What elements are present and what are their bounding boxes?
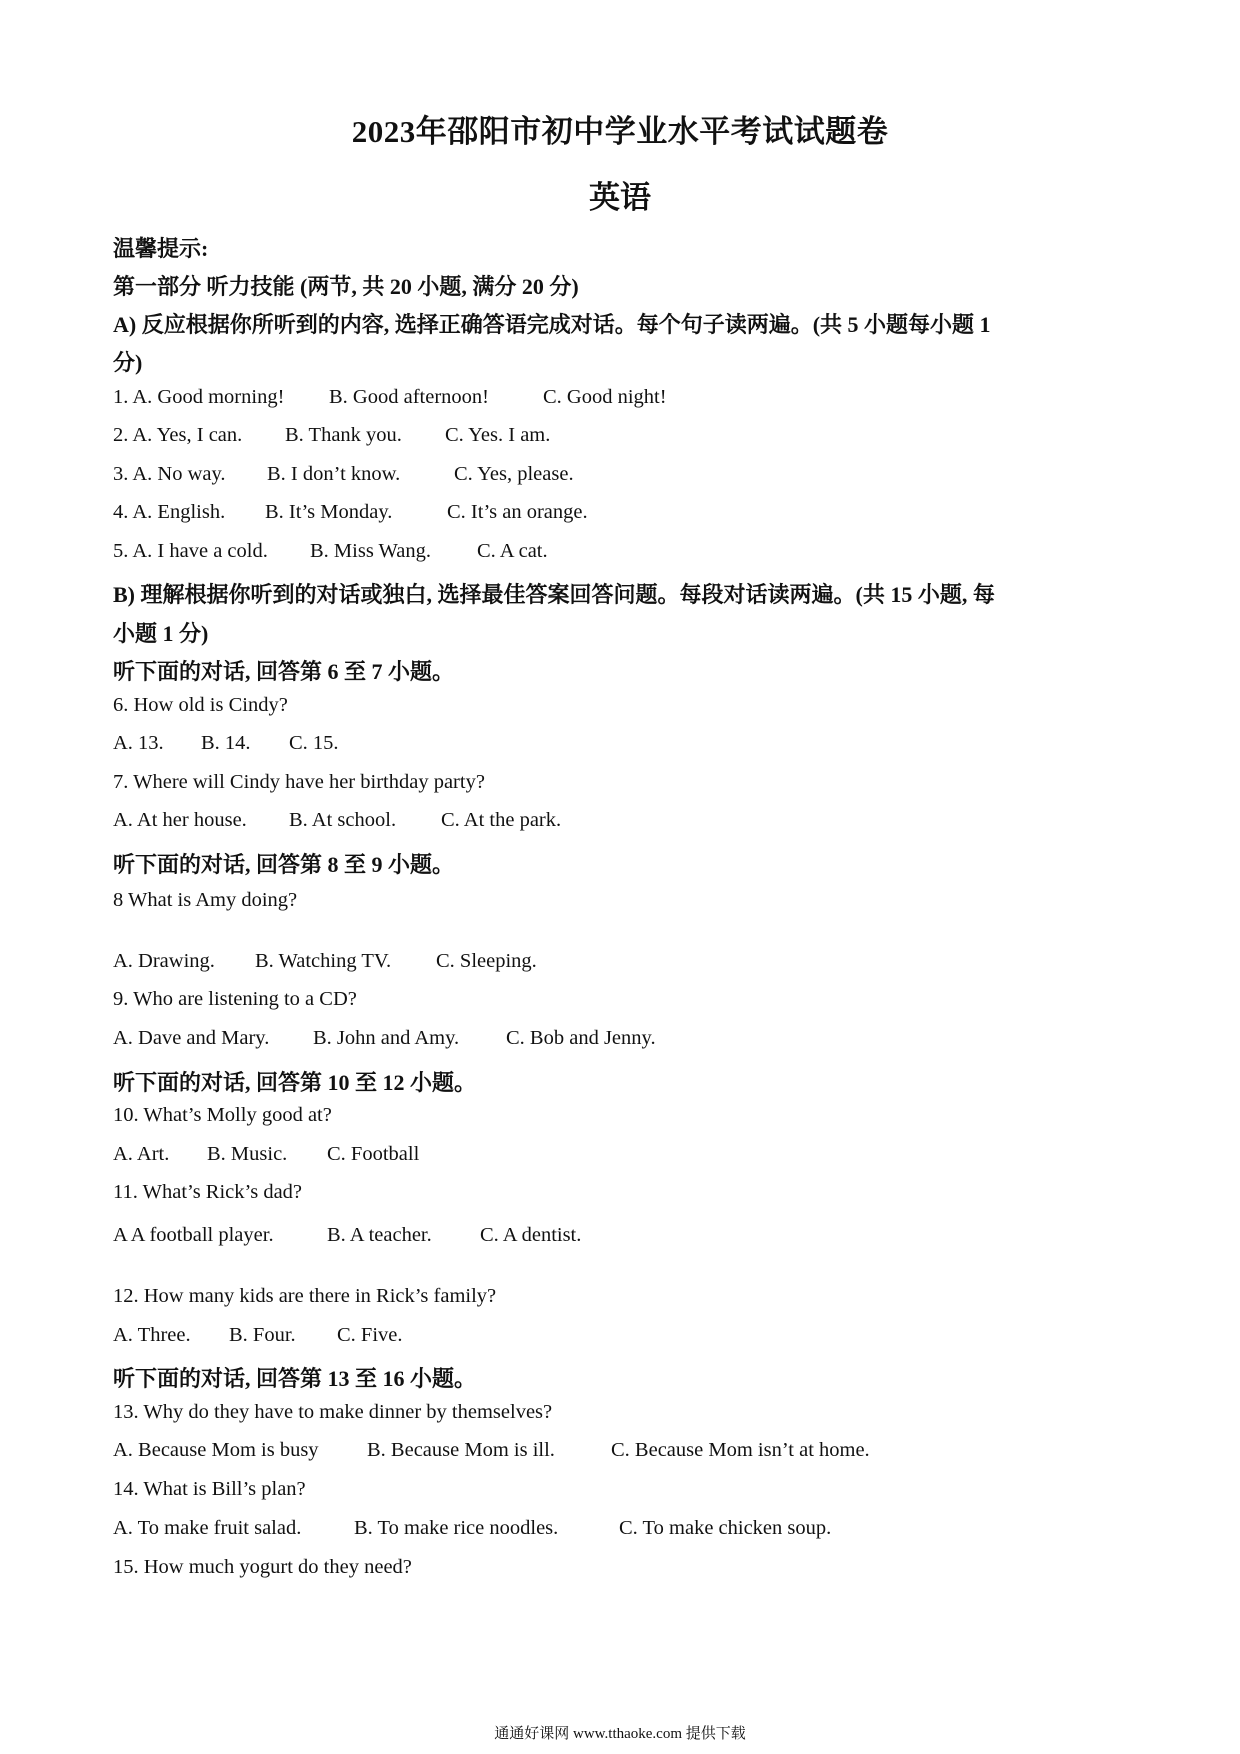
option-a: A. To make fruit salad. xyxy=(113,1517,302,1539)
option-b: B. Miss Wang. xyxy=(310,540,431,562)
option-a: 1. A. Good morning! xyxy=(113,386,285,408)
option-b: B. 14. xyxy=(201,732,251,754)
option-c: C. Yes, please. xyxy=(454,463,574,485)
option-b: B. I don’t know. xyxy=(267,463,401,485)
question-5 xyxy=(113,540,548,563)
option-a: A. 13. xyxy=(113,732,164,754)
option-b: B. Because Mom is ill. xyxy=(367,1439,555,1461)
exam-title: 2023年邵阳市初中学业水平考试试题卷 xyxy=(351,114,889,149)
option-c: C. Bob and Jenny. xyxy=(506,1027,656,1049)
question-8: 8 What is Amy doing? xyxy=(113,889,298,911)
part1-heading: 第一部分 听力技能 (两节, 共 20 小题, 满分 20 分) xyxy=(113,274,579,299)
question-13: 13. Why do they have to make dinner by themselves? xyxy=(113,1401,553,1423)
question-9: 9. Who are listening to a CD? xyxy=(113,988,357,1010)
option-c: C. To make chicken soup. xyxy=(619,1517,832,1539)
question-1 xyxy=(113,386,667,409)
question-4 xyxy=(113,501,588,524)
question-7-options xyxy=(113,809,562,832)
question-6: 6. How old is Cindy? xyxy=(113,694,288,716)
option-c: C. Because Mom isn’t at home. xyxy=(611,1439,870,1461)
option-a: A. Drawing. xyxy=(113,950,215,972)
dialog-1-heading: 听下面的对话, 回答第 6 至 7 小题。 xyxy=(113,659,455,684)
footer-source: 通通好课网 www.tthaoke.com 提供下载 xyxy=(494,1726,746,1742)
option-a: A. Dave and Mary. xyxy=(113,1027,270,1049)
dialog-2-heading: 听下面的对话, 回答第 8 至 9 小题。 xyxy=(113,852,455,877)
question-2 xyxy=(113,424,551,447)
tip-heading: 温馨提示: xyxy=(113,236,209,261)
option-a: A. At her house. xyxy=(113,809,247,831)
option-b: B. Good afternoon! xyxy=(329,386,489,408)
question-10: 10. What’s Molly good at? xyxy=(113,1104,332,1126)
question-9-options xyxy=(113,1027,656,1050)
question-3 xyxy=(113,463,574,486)
question-7: 7. Where will Cindy have her birthday party? xyxy=(113,771,485,793)
question-13-options xyxy=(113,1439,870,1462)
question-6-options xyxy=(113,732,339,755)
section-a-heading-cont: 分) xyxy=(113,350,143,375)
question-11: 11. What’s Rick’s dad? xyxy=(113,1181,303,1203)
subject-title: 英语 xyxy=(589,180,651,215)
option-b: B. Thank you. xyxy=(285,424,402,446)
option-c: C. It’s an orange. xyxy=(447,501,588,523)
option-b: B. Music. xyxy=(207,1143,288,1165)
section-a-heading: A) 反应根据你所听到的内容, 选择正确答语完成对话。每个句子读两遍。(共 5 小题每小题 1 xyxy=(113,312,991,337)
question-10-options xyxy=(113,1143,420,1166)
question-12: 12. How many kids are there in Rick’s family? xyxy=(113,1285,497,1307)
option-a: 5. A. I have a cold. xyxy=(113,540,268,562)
option-a: A. Three. xyxy=(113,1324,191,1346)
option-b: B. John and Amy. xyxy=(313,1027,460,1049)
option-c: C. A dentist. xyxy=(480,1224,582,1246)
option-b: B. It’s Monday. xyxy=(265,501,393,523)
dialog-3-heading: 听下面的对话, 回答第 10 至 12 小题。 xyxy=(113,1070,477,1095)
option-c: C. Yes. I am. xyxy=(445,424,551,446)
option-b: B. To make rice noodles. xyxy=(354,1517,559,1539)
option-b: B. A teacher. xyxy=(327,1224,432,1246)
option-a: 4. A. English. xyxy=(113,501,226,523)
option-c: C. At the park. xyxy=(441,809,562,831)
option-c: C. Football xyxy=(327,1143,420,1165)
option-b: B. At school. xyxy=(289,809,397,831)
option-c: C. 15. xyxy=(289,732,339,754)
section-b-heading-cont: 小题 1 分) xyxy=(113,621,209,646)
option-b: B. Four. xyxy=(229,1324,296,1346)
question-15: 15. How much yogurt do they need? xyxy=(113,1556,412,1578)
option-a: A. Art. xyxy=(113,1143,170,1165)
option-a: A A football player. xyxy=(113,1224,274,1246)
option-c: C. Five. xyxy=(337,1324,403,1346)
dialog-4-heading: 听下面的对话, 回答第 13 至 16 小题。 xyxy=(113,1366,477,1391)
question-11-options xyxy=(113,1224,582,1247)
question-14-options xyxy=(113,1517,832,1540)
option-a: 2. A. Yes, I can. xyxy=(113,424,243,446)
option-a: A. Because Mom is busy xyxy=(113,1439,319,1461)
option-a: 3. A. No way. xyxy=(113,463,226,485)
section-b-heading: B) 理解根据你听到的对话或独白, 选择最佳答案回答问题。每段对话读两遍。(共 15 小题, 每 xyxy=(113,582,995,607)
option-c: C. Sleeping. xyxy=(436,950,537,972)
option-b: B. Watching TV. xyxy=(255,950,392,972)
question-8-options xyxy=(113,950,537,973)
option-c: C. A cat. xyxy=(477,540,548,562)
option-c: C. Good night! xyxy=(543,386,667,408)
question-12-options xyxy=(113,1324,403,1347)
question-14: 14. What is Bill’s plan? xyxy=(113,1478,306,1500)
